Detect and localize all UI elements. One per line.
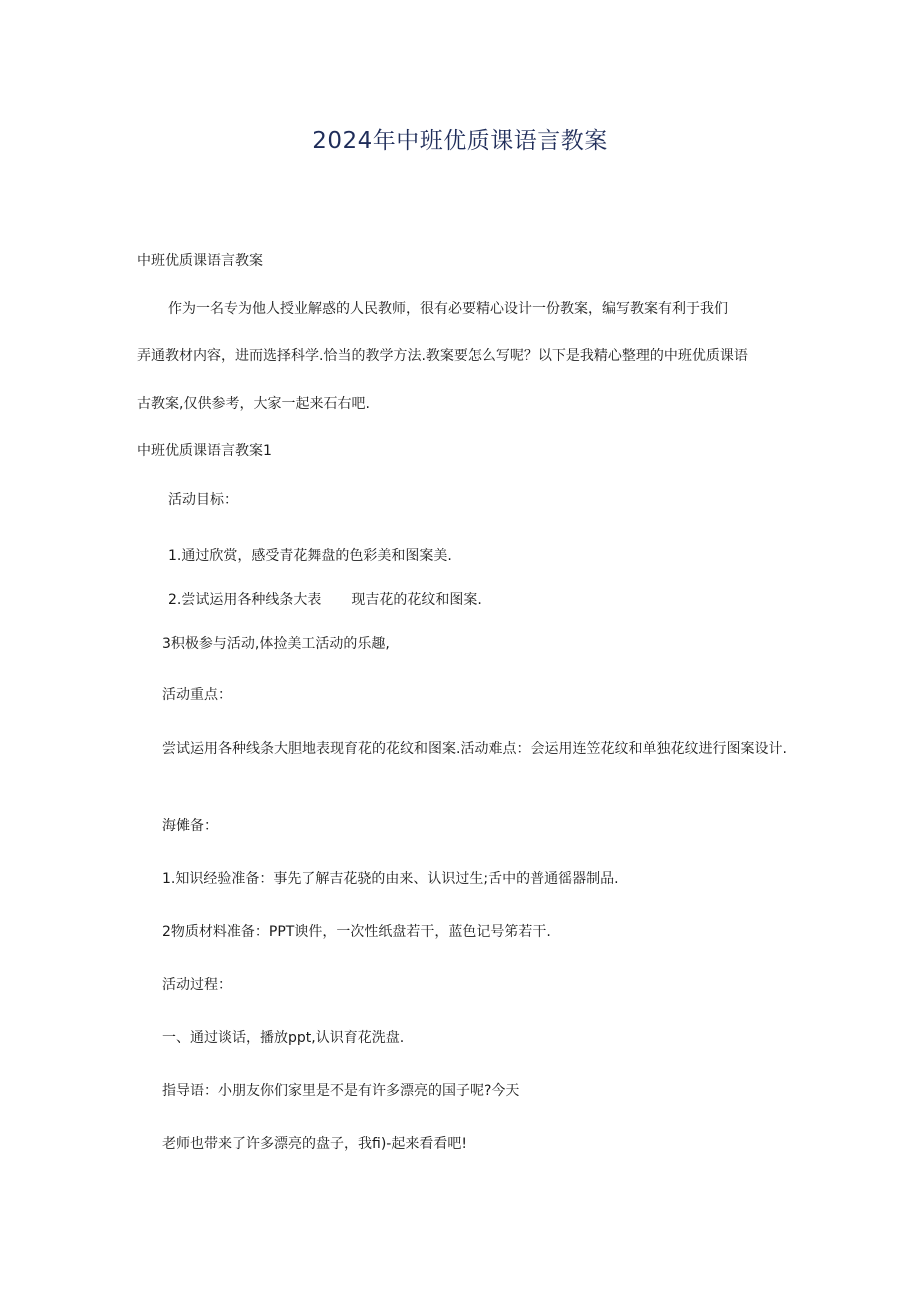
section-heading: 中班优质课语言教案1 — [137, 443, 272, 459]
process-heading: 活动过程： — [162, 977, 232, 993]
goal-item-1: 1.通过欣赏，感受青花舞盘的色彩美和图案美. — [168, 548, 452, 564]
goal-item-3: 3积极参与活动,体捡美工活动的乐趣, — [162, 636, 390, 652]
intro-paragraph-line-3: 古教案,仅供参考，大家一起来石右吧. — [137, 396, 370, 412]
focus-heading: 活动重点： — [162, 687, 232, 703]
intro-paragraph-line-1: 作为一名专为他人授业解惑的人民教师，很有必要精心设计一份教案，编写教案有利于我们 — [168, 301, 728, 317]
intro-paragraph-line-2: 弄通教材内容，进而选择科学.恰当的教学方法.教案要怎么写呢？以下是我精心整理的中班优质课语 — [137, 348, 748, 364]
prep-item-2: 2物质材料准备：PPT谀件，一次性纸盘若干，蓝色记号笫若干. — [162, 924, 551, 940]
process-step-1: 一、通过谈话，播放ppt,认识育花洗盘. — [162, 1030, 405, 1046]
document-title: 2024年中班优质课语言教案 — [312, 128, 608, 154]
goal-item-2 — [168, 590, 482, 610]
document-subtitle: 中班优质课语言教案 — [137, 253, 263, 269]
prep-item-1: 1.知识经验准备：事先了解吉花骁的由来、认识过生;舌中的普通徭器制品. — [162, 871, 619, 887]
goals-heading: 活动目标： — [168, 492, 238, 508]
guide-text-line-1: 指导语：小朋友你们家里是不是有许多漂亮的国子呢?今天 — [162, 1083, 520, 1099]
goal-item-2-part-a: 2.尝试运用各种线条大表 — [168, 592, 322, 608]
goal-item-2-part-b: 现吉花的花纹和图案. — [351, 592, 482, 608]
prep-heading: 海傩备： — [162, 818, 218, 834]
guide-text-line-2: 老师也带来了许多漂亮的盘子，我fi)-起来看看吧! — [162, 1136, 467, 1152]
focus-paragraph: 尝试运用各种线条大胆地表现育花的花纹和图案.活动难点：会运用连笠花纹和单独花纹进行图案设计. — [162, 741, 787, 757]
